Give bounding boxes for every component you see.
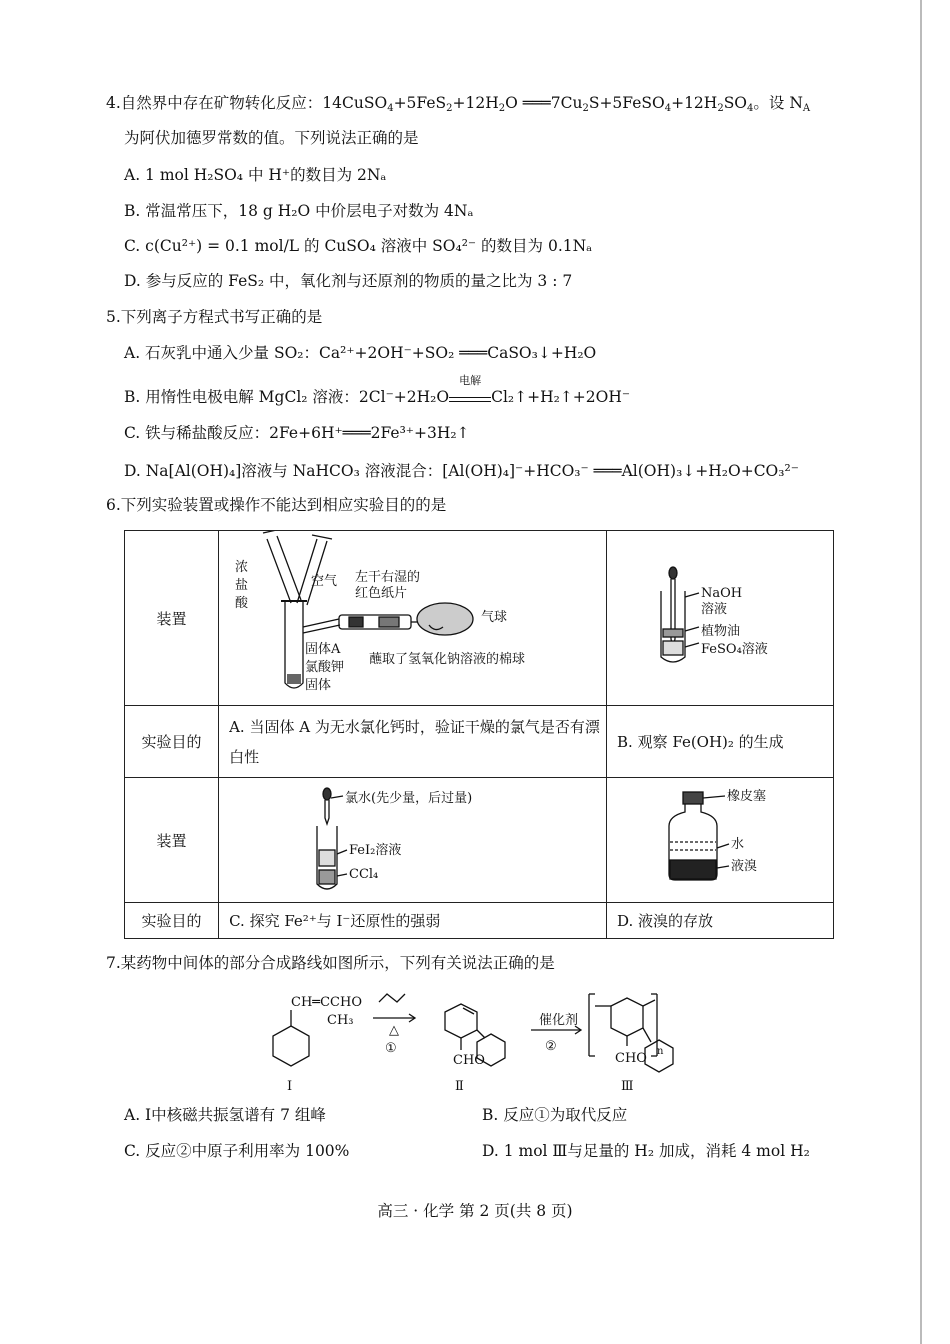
label-fei2: FeI₂溶液	[349, 843, 402, 858]
q5-option-d: D. Na[Al(OH)₄]溶液与 NaHCO₃ 溶液混合：[Al(OH)₄]⁻+HCO₃⁻ ═══Al(OH)₃↓+H₂O+CO₃²⁻	[124, 462, 799, 480]
apparatus-a-diagram	[219, 531, 604, 701]
q7-option-d: D. 1 mol Ⅲ与足量的 H₂ 加成，消耗 4 mol H₂	[482, 1142, 810, 1160]
row-label-device-2: 装置	[125, 778, 219, 903]
kclo3-solid	[287, 674, 301, 684]
heat-symbol: △	[389, 1023, 399, 1038]
purpose-c: C. 探究 Fe²⁺与 I⁻还原性的强弱	[219, 903, 607, 939]
experiment-table	[124, 530, 834, 939]
synthesis-scheme	[255, 984, 695, 1096]
label-ccl4: CCl₄	[349, 867, 379, 882]
row-label-purpose-1: 实验目的	[125, 706, 219, 778]
label-oil: 植物油	[701, 624, 741, 639]
label-paper-1: 左干右湿的	[355, 570, 421, 585]
label-stopper: 橡皮塞	[727, 789, 767, 804]
label-naoh-2: 溶液	[701, 602, 728, 617]
reaction-2-label: ②	[545, 1039, 557, 1054]
label-paper-2: 红色纸片	[355, 586, 408, 601]
label-solid-a: 固体A	[305, 642, 341, 657]
q5-option-c: C. 铁与稀盐酸反应：2Fe+6H⁺═══2Fe³⁺+3H₂↑	[124, 424, 470, 442]
label-water: 水	[731, 837, 745, 852]
electrolysis-condition: 电解	[459, 374, 482, 387]
q5-stem: 5.下列离子方程式书写正确的是	[106, 308, 323, 326]
q7-stem: 7.某药物中间体的部分合成路线如图所示，下列有关说法正确的是	[106, 954, 555, 972]
compound-i-methyl: CH₃	[327, 1013, 354, 1028]
label-kclo3-2: 固体	[305, 678, 332, 693]
label-balloon: 气球	[481, 610, 508, 625]
row-label-purpose-2: 实验目的	[125, 903, 219, 939]
compound-iii-cho: CHO	[615, 1051, 647, 1066]
purpose-b: B. 观察 Fe(OH)₂ 的生成	[607, 706, 834, 778]
q4-option-b: B. 常温常压下，18 g H₂O 中价层电子对数为 4Nₐ	[124, 202, 474, 220]
label-kclo3-1: 氯酸钾	[305, 660, 345, 675]
label-cotton: 蘸取了氢氧化钠溶液的棉球	[369, 652, 526, 667]
label-air: 空气	[311, 574, 338, 589]
label-naoh-1: NaOH	[701, 586, 743, 601]
q4-stem-line1: 4.自然界中存在矿物转化反应：$14CuSO_4+5FeS_2+12H_2O$ $═══7Cu_2S+5FeSO_4+12H_2SO_4$。设 $N_A$	[106, 94, 811, 114]
label-feso4: FeSO₄溶液	[701, 642, 768, 657]
q4-option-d: D. 参与反应的 FeS₂ 中，氧化剂与还原剂的物质的量之比为 3 : 7	[124, 272, 573, 290]
label-compound-i: Ⅰ	[287, 1079, 293, 1094]
q5-option-a: A. 石灰乳中通入少量 SO₂：Ca²⁺+2OH⁻+SO₂ ═══CaSO₃↓+H₂O	[124, 344, 597, 362]
apparatus-b-diagram	[607, 531, 831, 701]
apparatus-c-diagram	[219, 778, 604, 898]
label-compound-iii: Ⅲ	[621, 1079, 634, 1094]
label-conc-1: 浓	[235, 560, 249, 575]
page-footer: 高三 · 化学 第 2 页(共 8 页)	[377, 1202, 573, 1220]
q7-option-b: B. 反应①为取代反应	[482, 1106, 628, 1124]
q5-option-b: B. 用惰性电极电解 MgCl₂ 溶液：2Cl⁻+2H₂O 电解 Cl₂↑+H₂↑+2OH⁻	[124, 374, 631, 406]
apparatus-d-cell	[607, 778, 834, 903]
purpose-a: A. 当固体 A 为无水氯化钙时，验证干燥的氯气是否有漂白性	[219, 706, 607, 778]
q6-stem: 6.下列实验装置或操作不能达到相应实验目的的是	[106, 496, 447, 514]
compound-i-substituent: CH═CCHO	[291, 995, 362, 1010]
catalyst-label: 催化剂	[539, 1013, 579, 1028]
row-label-device-1: 装置	[125, 531, 219, 706]
q7-option-a: A. Ⅰ中核磁共振氢谱有 7 组峰	[124, 1106, 326, 1124]
q4-stem-line2: 为阿伏加德罗常数的值。下列说法正确的是	[124, 129, 419, 147]
apparatus-d-diagram	[607, 778, 831, 898]
q4-option-a: A. 1 mol H₂SO₄ 中 H⁺的数目为 2Nₐ	[124, 166, 387, 184]
label-conc-3: 酸	[235, 596, 249, 611]
apparatus-b-cell	[607, 531, 834, 706]
apparatus-c-cell	[219, 778, 607, 903]
q4-option-c: C. c(Cu²⁺) = 0.1 mol/L 的 CuSO₄ 溶液中 SO₄²⁻ 的数目为 0.1Nₐ	[124, 237, 593, 255]
label-conc-2: 盐	[235, 578, 249, 593]
label-chlorine-water: 氯水(先少量，后过量)	[345, 791, 473, 806]
compound-ii-cho: CHO	[453, 1053, 485, 1068]
label-bromine: 液溴	[731, 859, 758, 874]
q7-option-c: C. 反应②中原子利用率为 100%	[124, 1142, 350, 1160]
reaction-1-label: ①	[385, 1041, 397, 1056]
label-compound-ii: Ⅱ	[455, 1079, 464, 1094]
scan-edge	[920, 0, 922, 1344]
purpose-d: D. 液溴的存放	[607, 903, 834, 939]
polymer-n: n	[657, 1046, 664, 1057]
apparatus-a-cell	[219, 531, 607, 706]
